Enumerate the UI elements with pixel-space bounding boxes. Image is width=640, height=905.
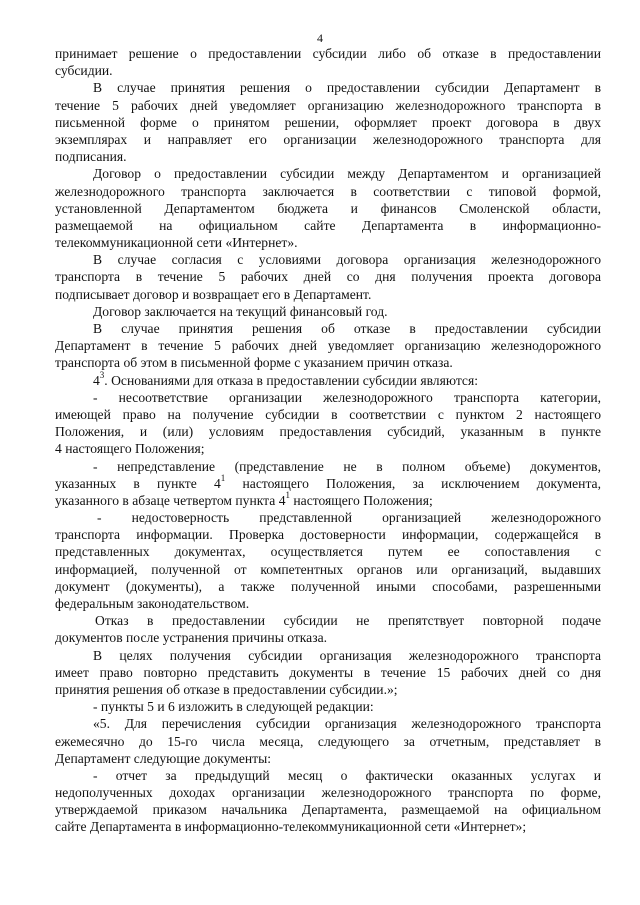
- text-line: имеет право повторно представить документы в течение 15 рабочих дней со дня: [55, 664, 601, 680]
- text-line: Договор о предоставлении субсидии между Департаментом и организацией: [93, 166, 601, 182]
- text-line: указанных в пункте $4^1$ настоящего Положения, за исключением документа,: [55, 473, 601, 491]
- text-line: экземплярах и направляет его организации железнодорожного транспорта для: [55, 131, 601, 147]
- text-line: телекоммуникационной сети «Интернет».: [55, 235, 298, 251]
- text-line: письменной форме о принятом решении, оформляет проект договора в двух: [55, 114, 601, 130]
- text-line: - отчет за предыдущий месяц о фактически оказанных услугах и: [93, 767, 601, 783]
- text-line: Отказ в предоставлении субсидии не препятствует повторной подаче: [95, 613, 601, 629]
- document-body: [55, 45, 601, 836]
- text-line: «5. Для перечисления субсидии организация железнодорожного транспорта: [93, 716, 601, 732]
- text-line: железнодорожного транспорта заключается в соответствии с типовой формой,: [55, 183, 601, 199]
- text-line: $4^3$. Основаниями для отказа в предоставлении субсидии являются:: [93, 370, 478, 388]
- text-line: транспорта информации. Проверка достоверности информации, содержащейся в: [55, 527, 601, 543]
- text-line: информацией, полученной от компетентных органов или организаций, выдавших: [55, 561, 601, 577]
- text-line: федеральным законодательством.: [55, 596, 250, 611]
- text-line: имеющей право на получение субсидии в соответствии с пунктом 2 настоящего: [55, 406, 601, 422]
- text-line: Департамент следующие документы:: [55, 750, 272, 766]
- text-line: сайте Департамента в информационно-телекоммуникационной сети «Интернет»;: [55, 819, 527, 835]
- text-line: В случае принятия решения о предоставлении субсидии Департамент в: [93, 80, 601, 96]
- text-line: Положения, и (или) условиям предоставления субсидий, указанным в пункте: [55, 424, 601, 440]
- text-line: транспорта об этом в письменной форме с указанием причин отказа.: [55, 355, 453, 371]
- text-line: утверждаемой приказом начальника Департамента, размещаемой на официальном: [55, 802, 601, 818]
- text-line: недополученных доходах организации железнодорожного транспорта по форме,: [55, 785, 601, 801]
- text-line: транспорта в течение 5 рабочих дней со дня получения проекта договора: [55, 269, 601, 285]
- text-line: принятия решения об отказе в предоставлении субсидии.»;: [55, 681, 398, 697]
- text-line: - непредставление (представление не в полном объеме) документов,: [93, 458, 601, 474]
- text-line: В целях получения субсидии организация железнодорожного транспорта: [93, 647, 601, 663]
- text-line: 4 настоящего Положения;: [55, 441, 205, 457]
- text-line: документов после устранения причины отказа.: [55, 630, 328, 646]
- text-line: течение 5 рабочих дней уведомляет организацию железнодорожного транспорта в: [55, 97, 601, 113]
- text-line: - недостоверность представленной организацией железнодорожного: [97, 510, 601, 526]
- text-line: документ (документы), а также полученной иными способами, разрешенными: [55, 578, 601, 594]
- text-line: Договор заключается на текущий финансовый год.: [93, 303, 388, 319]
- text-line: субсидии.: [55, 63, 113, 79]
- text-line: В случае принятия решения об отказе в предоставлении субсидии: [93, 321, 601, 336]
- text-line: представленных документах, осуществляется путем ее сопоставления с: [55, 544, 601, 560]
- text-line: подписывает договор и возвращает его в Департамент.: [55, 286, 372, 302]
- text-line: принимает решение о предоставлении субсидии либо об отказе в предоставлении: [55, 46, 601, 61]
- text-line: подписания.: [55, 149, 127, 165]
- text-line: Департамент в течение 5 рабочих дней уведомляет организацию железнодорожного: [55, 338, 601, 354]
- text-line: В случае согласия с условиями договора организация железнодорожного: [93, 252, 601, 268]
- text-line: размещаемой на официальном сайте Департамента в информационно-: [55, 217, 601, 233]
- text-line: указанного в абзаце четвертом пункта $4^1$ настоящего Положения;: [55, 490, 433, 508]
- text-line: - пункты 5 и 6 изложить в следующей редакции:: [93, 699, 374, 715]
- text-line: ежемесячно до 15-го числа месяца, следующего за отчетным, представляет в: [55, 733, 601, 749]
- page-number: 4: [317, 31, 323, 45]
- text-line: установленной Департаментом бюджета и финансов Смоленской области,: [55, 200, 601, 216]
- text-line: - несоответствие организации железнодорожного транспорта категории,: [93, 389, 601, 405]
